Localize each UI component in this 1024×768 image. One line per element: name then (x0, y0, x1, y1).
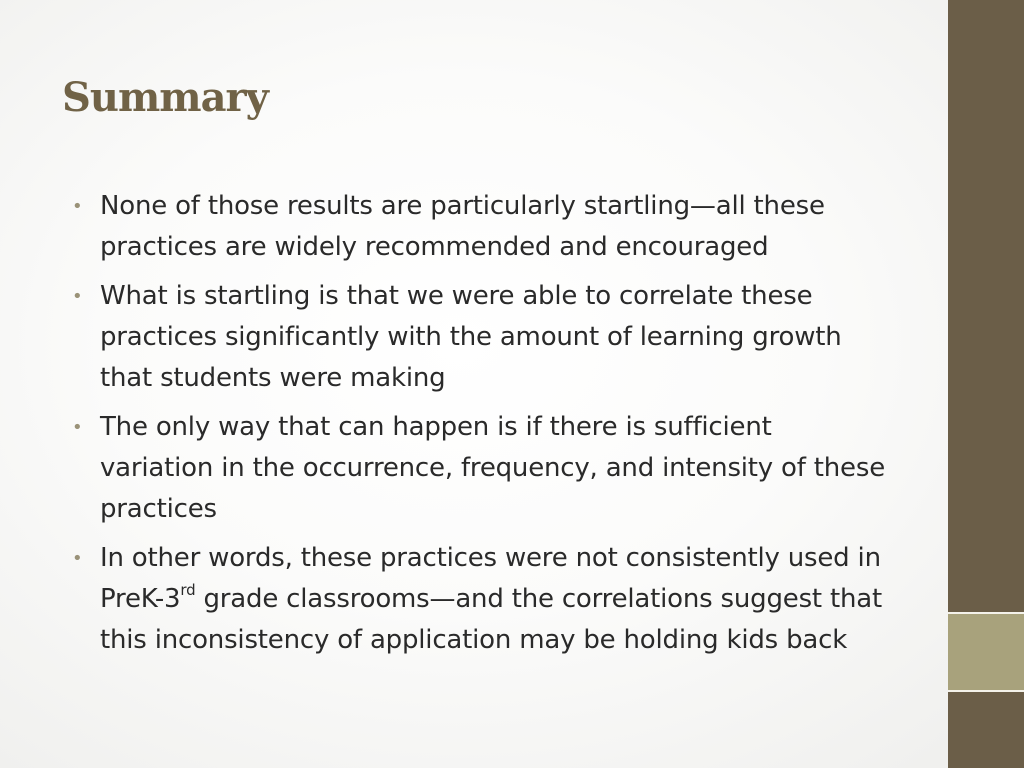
bullet-item (72, 407, 892, 530)
bullet-list (72, 186, 892, 669)
bullet-item (72, 186, 892, 268)
bullet-text: What is startling is that we were able to correlate these practices significantly with the amount of learning growth that students were making (100, 281, 842, 393)
slide-title: Summary (62, 74, 268, 121)
side-bar-divider (948, 690, 1024, 692)
bullet-text-part: grade classrooms—and the correlations suggest that this inconsistency of application may be holding kids back (100, 584, 882, 655)
bullet-text-part: In other words, these practices were not consistently used in PreK-3 (100, 543, 881, 614)
decorative-side-bar (948, 0, 1024, 768)
bullet-dot-icon: • (72, 417, 83, 438)
bullet-dot-icon: • (72, 286, 83, 307)
ordinal-superscript: rd (180, 581, 196, 599)
bullet-text (100, 543, 882, 655)
bullet-dot-icon: • (72, 548, 83, 569)
bullet-dot-icon: • (72, 196, 83, 217)
bullet-item (72, 538, 892, 661)
bullet-item (72, 276, 892, 399)
side-bar-accent-block (948, 614, 1024, 690)
bullet-text: None of those results are particularly startling—all these practices are widely recommended and encouraged (100, 191, 825, 262)
bullet-text: The only way that can happen is if there is sufficient variation in the occurrence, frequency, and intensity of these practices (100, 412, 885, 524)
